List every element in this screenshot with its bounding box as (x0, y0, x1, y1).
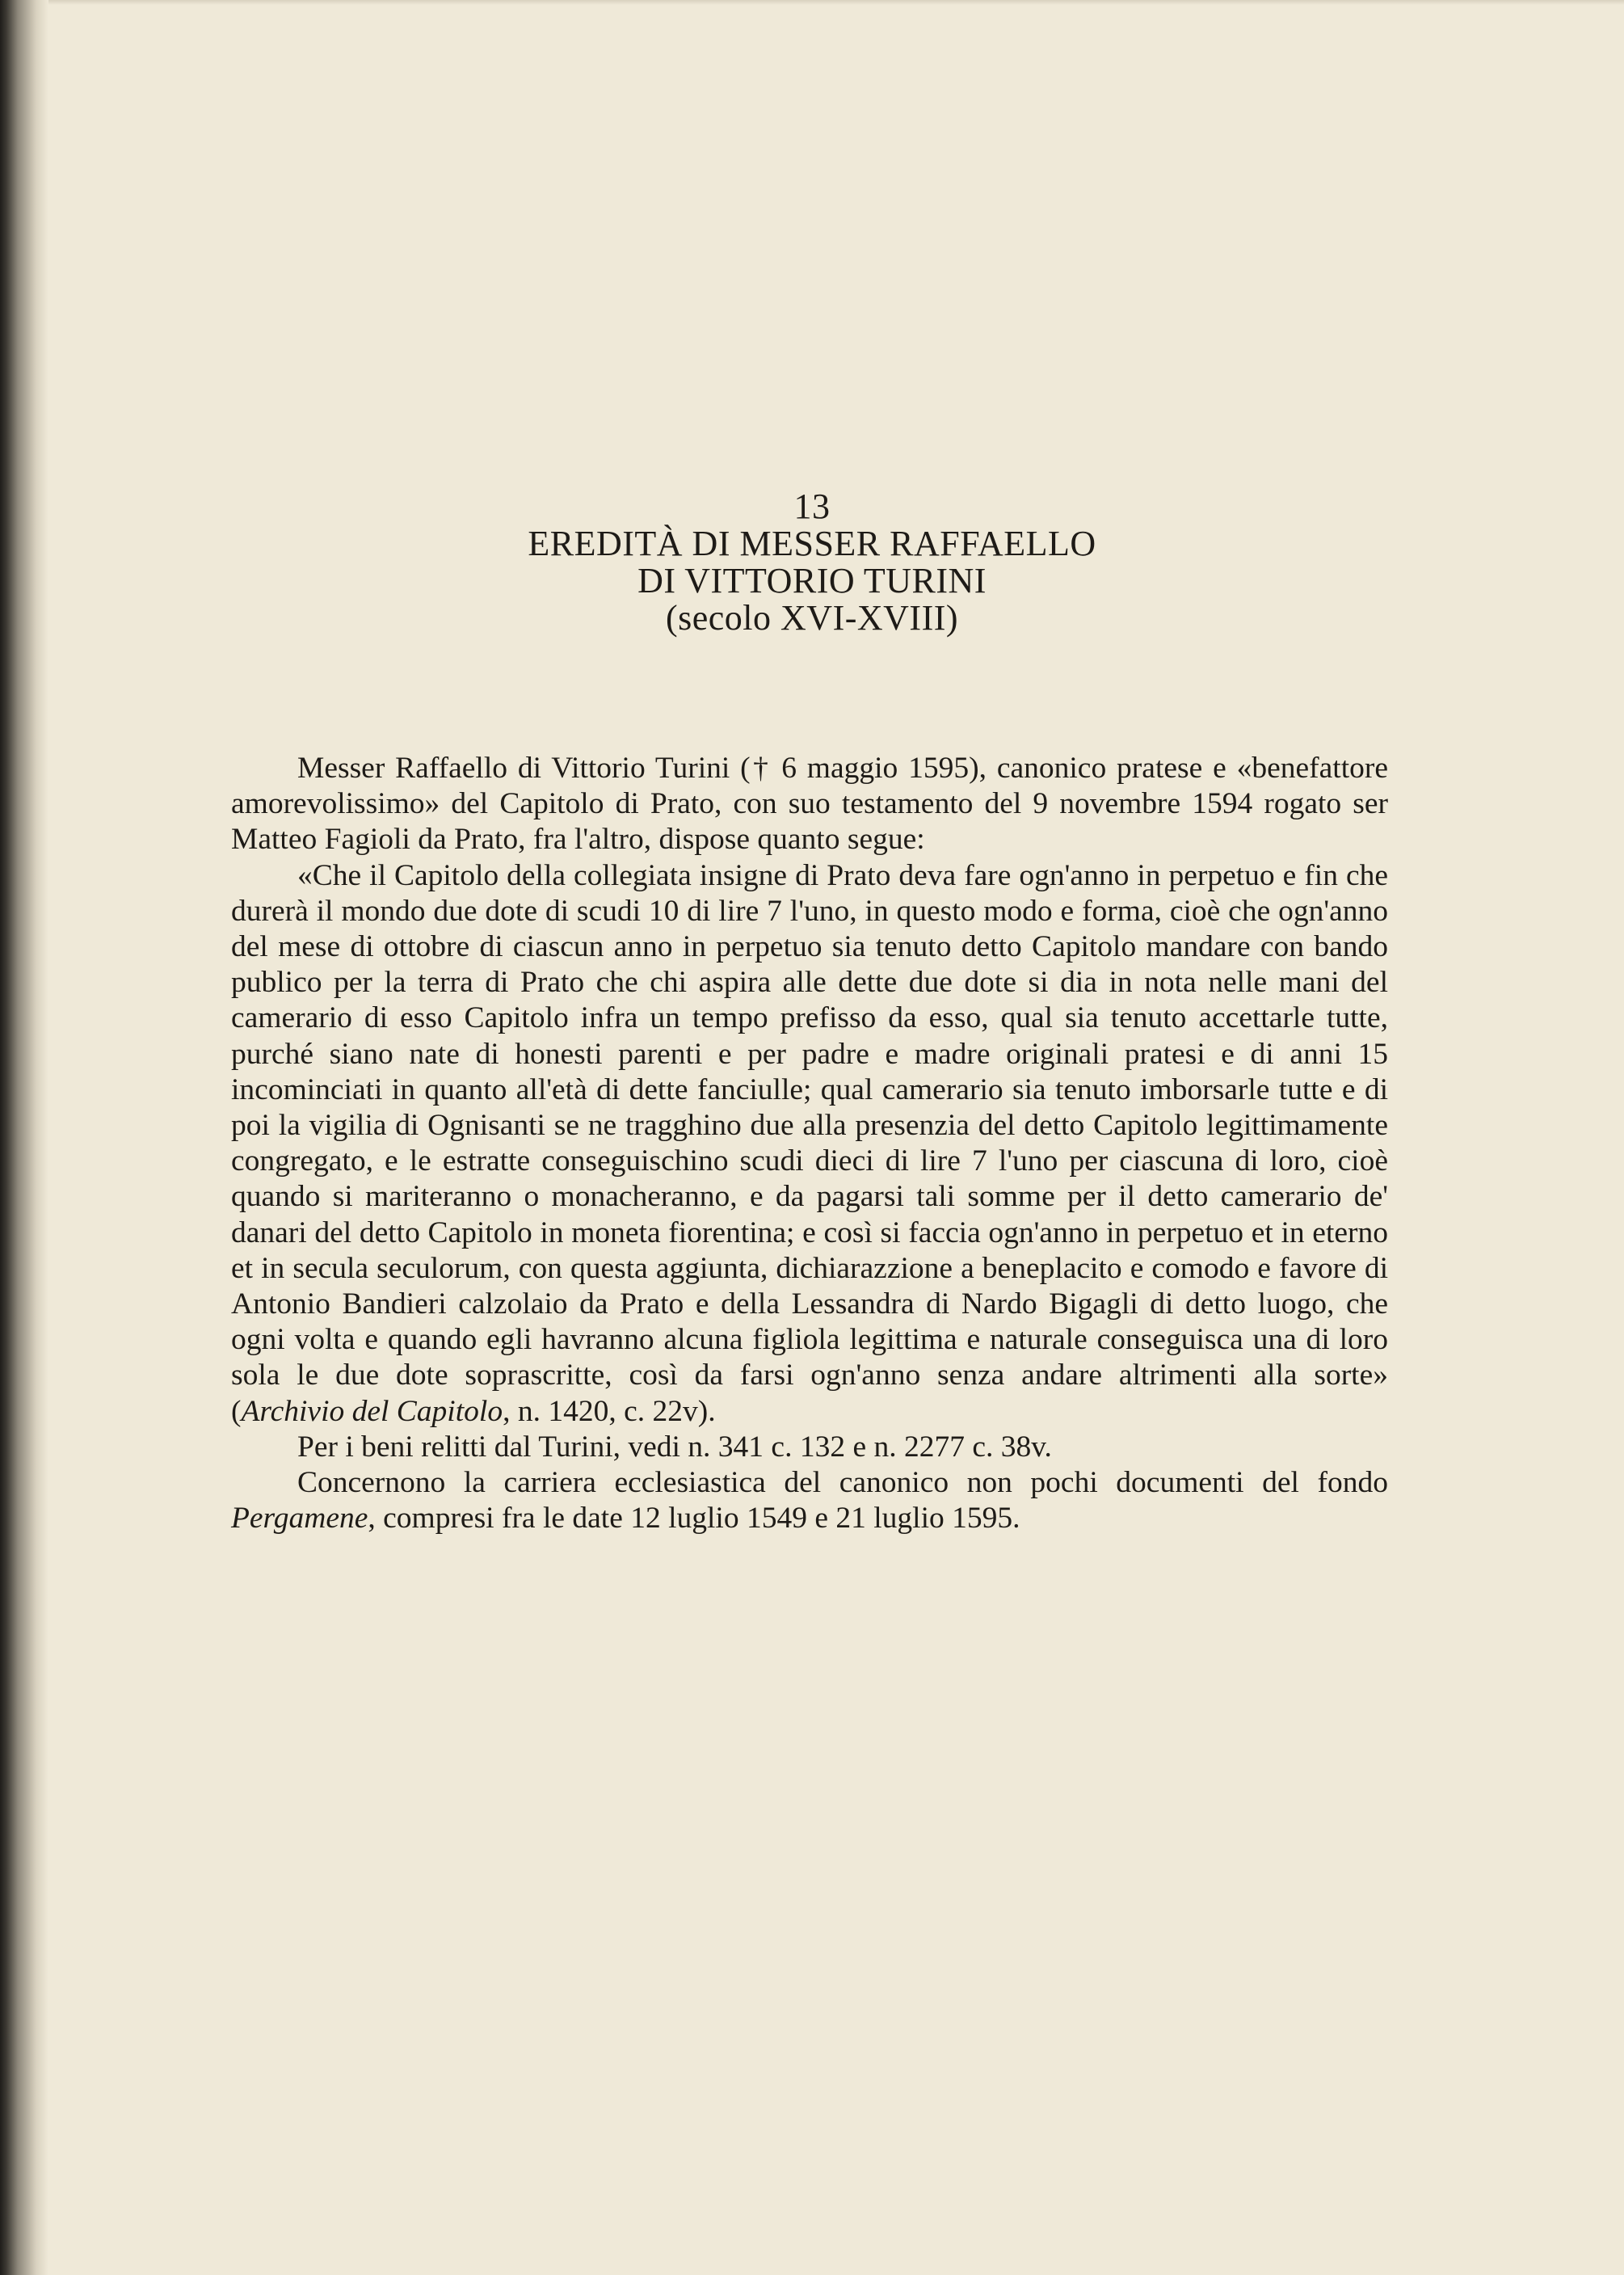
section-title-line-2: DI VITTORIO TURINI (637, 561, 987, 600)
citation-archive: Archivio del Capitolo (241, 1394, 503, 1428)
citation-reference: , n. 1420, c. 22v). (503, 1394, 716, 1428)
fund-name: Pergamene (231, 1502, 368, 1536)
page-top-edge (0, 0, 1624, 5)
paragraph-career-documents (231, 1465, 1388, 1536)
paragraph-testament-quote (231, 858, 1388, 1430)
section-number: 13 (793, 487, 831, 526)
book-gutter-shadow (0, 0, 48, 2275)
section-subtitle: (secolo XVI-XVIII) (665, 598, 959, 638)
section-title-line-1: EREDITÀ DI MESSER RAFFAELLO (528, 524, 1096, 563)
paragraph-property-reference: Per i beni relitti dal Turini, vedi n. 341 c. 132 e n. 2277 c. 38v. (297, 1430, 1052, 1464)
document-body (231, 751, 1388, 1536)
quote-text: «Che il Capitolo della collegiata insigne di Prato deva fare ogn'anno in perpetuo e fin che durerà il mondo due dote di scudi 10 di lire 7 l'uno, in questo modo e forma, cioè che ogn'anno del mese di ottobre di ciascun anno in perpetuo sia tenuto detto Capitolo mandare con bando publico per la terra di Prato che chi aspira alle dette due dote si dia in nota nelle mani del camerario di esso Capitolo infra un tempo prefisso da esso, qual sia tenuto accettarle tutte, purché siano nate di honesti parenti e per padre e madre originali pratesi e di anni 15 incominciati in quanto all'età di dette fanciulle; qual camerario sia tenuto imborsarle tutte e di poi la vigilia di Ognisanti se ne tragghino due alla presenzia del detto Capitolo legittimamente congregato, e le estratte conseguischino scudi dieci di lire 7 l'uno per ciascuna di loro, cioè quando si mariteranno o monacheranno, e da pagarsi tali somme per il detto camerario de' danari del detto Capitolo in moneta fiorentina; e così si faccia ogn'anno in perpetuo et in eterno et in secula seculorum, con questa aggiunta, dichiarazzione a beneplacito e comodo e favore di Antonio Bandieri calzolaio da Prato e della Lessandra di Nardo Bigagli di detto luogo, che ogni volta e quando egli havranno alcuna figliola legittima e naturale conseguisca una di loro sola le due dote soprascritte, così da farsi ogn'anno senza andare altrimenti alla sorte» ( (231, 858, 1388, 1428)
career-text-start: Concernono la carriera ecclesiastica del canonico non pochi documenti del fondo (297, 1466, 1388, 1500)
section-heading (0, 488, 1624, 637)
career-text-end: , compresi fra le date 12 luglio 1549 e 21 luglio 1595. (368, 1502, 1020, 1536)
paragraph-intro: Messer Raffaello di Vittorio Turini († 6 maggio 1595), canonico pratese e «benefattore amorevolissimo» del Capitolo di Prato, con suo testamento del 9 novembre 1594 rogato ser Matteo Fagioli da Prato, fra l'altro, dispose quanto segue: (231, 752, 1388, 857)
